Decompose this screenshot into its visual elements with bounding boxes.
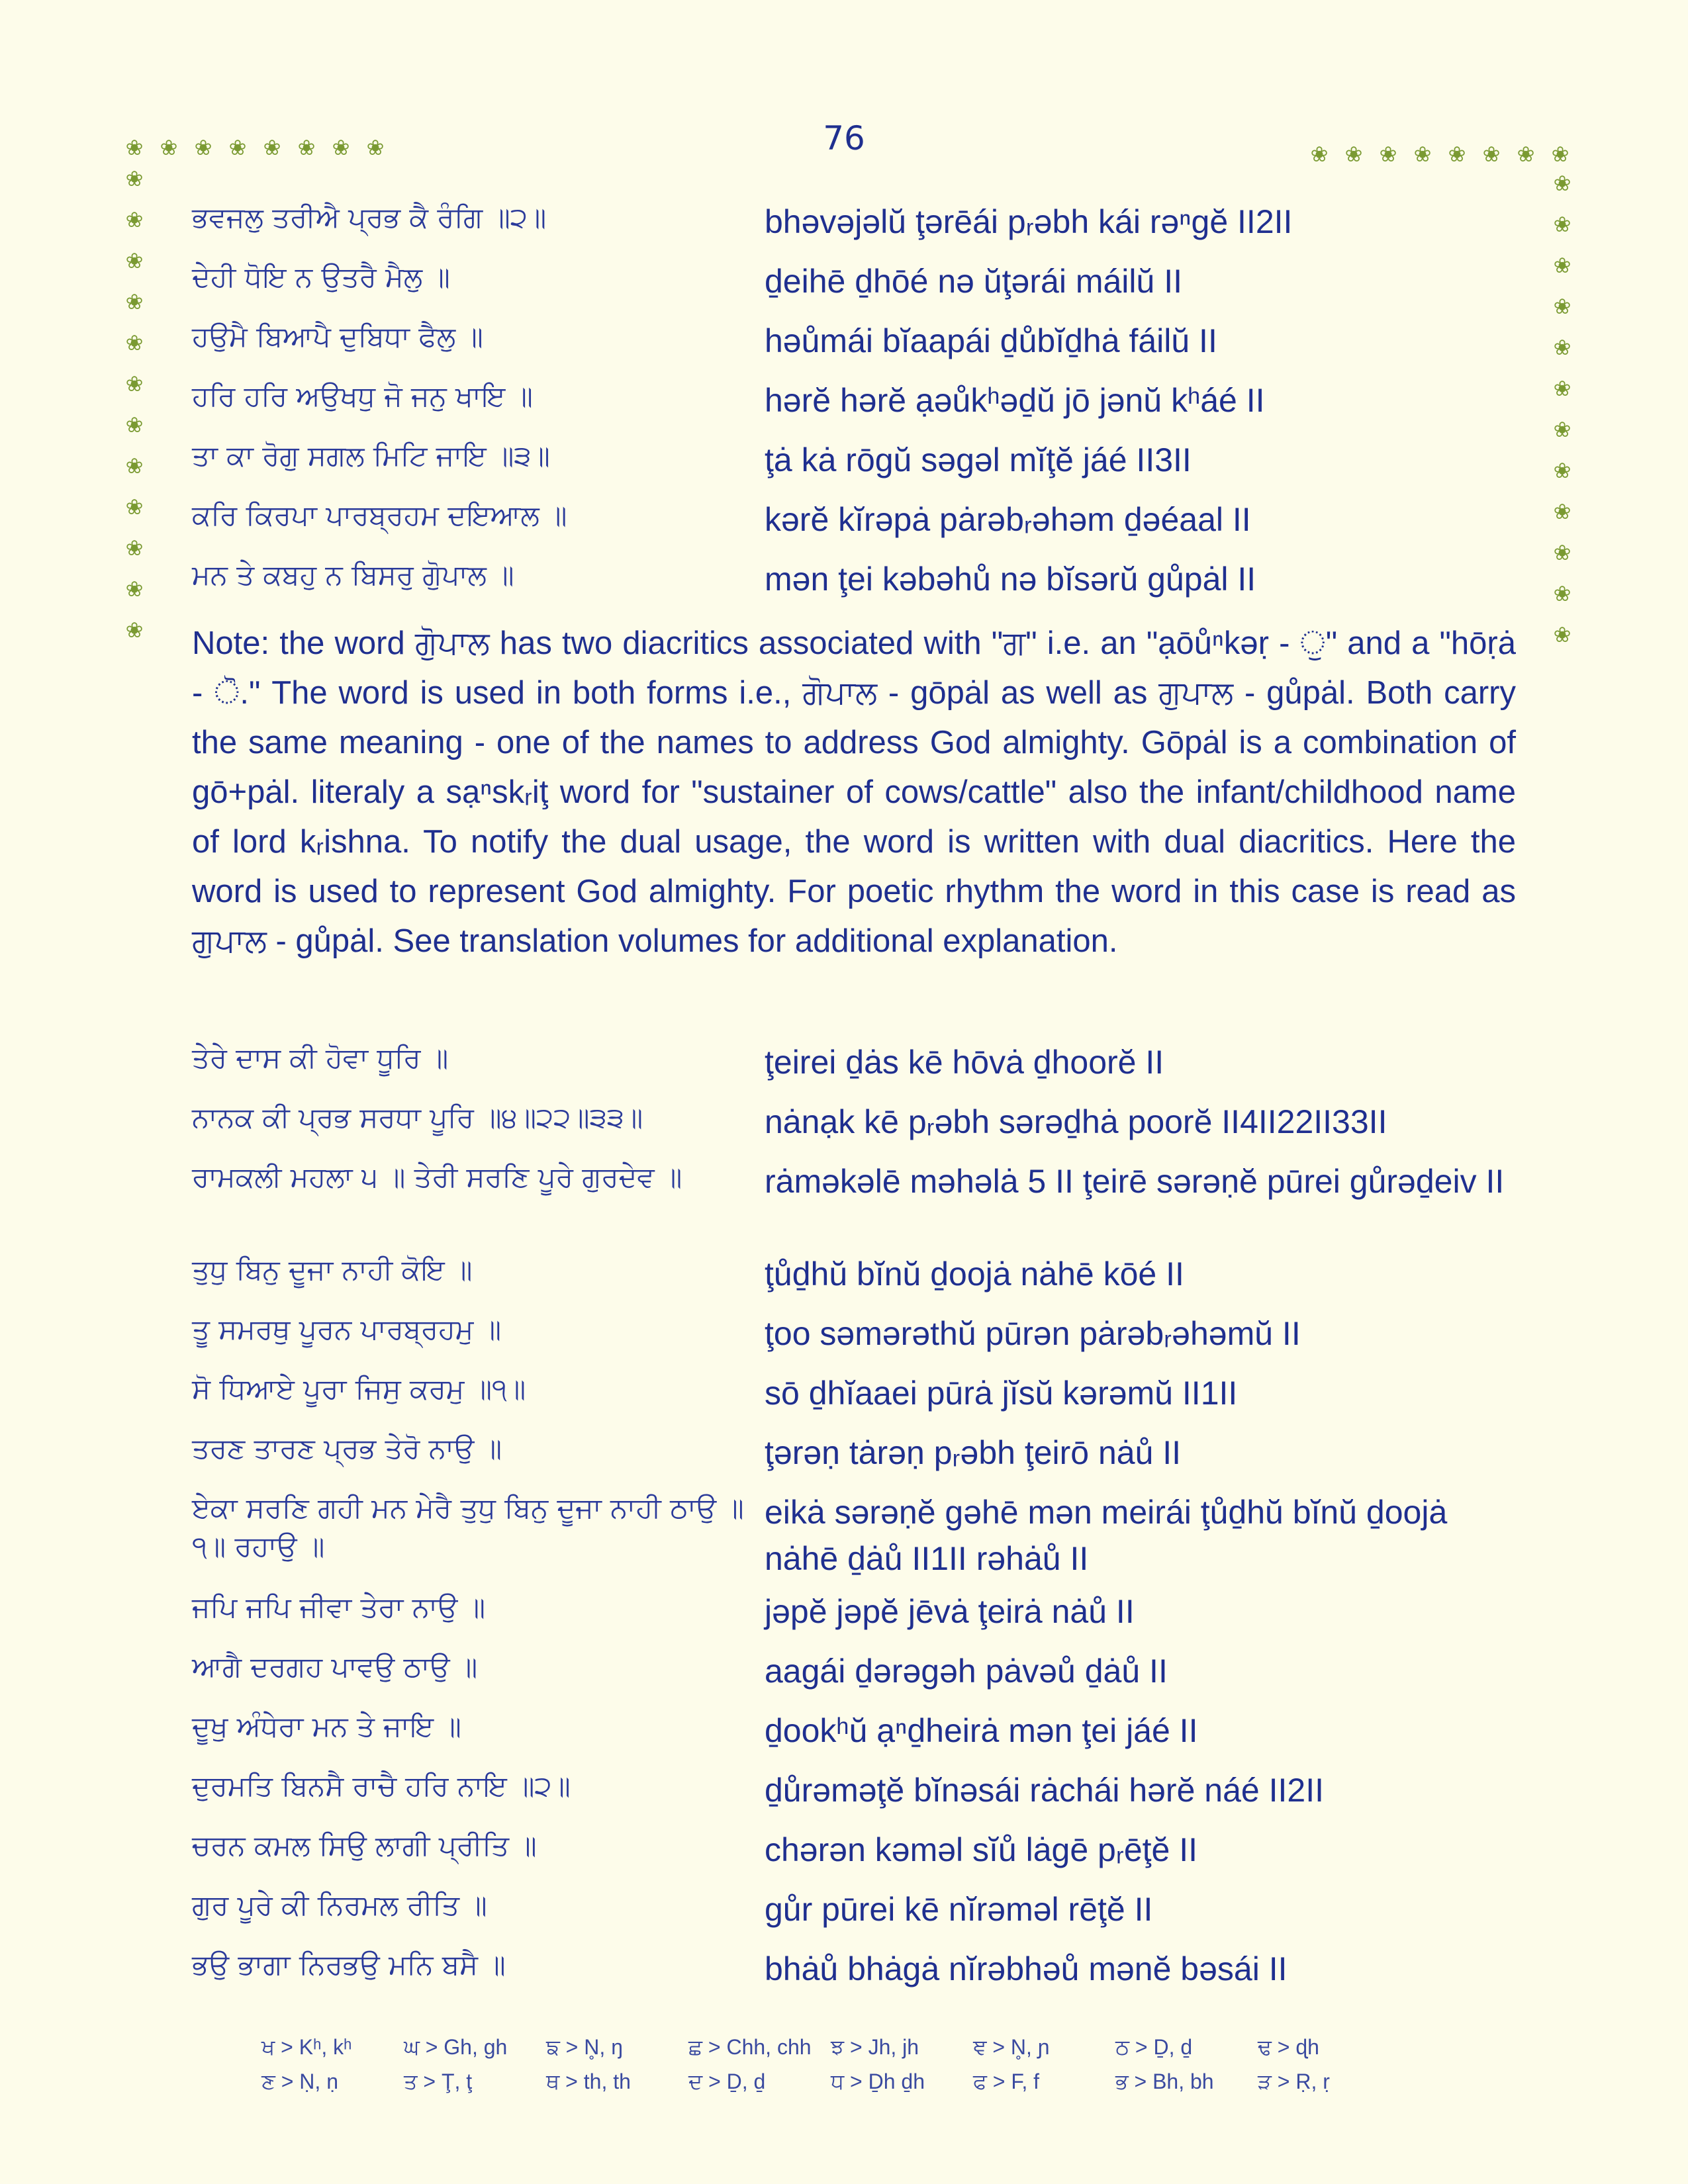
- flower-icon: [124, 251, 144, 271]
- flower-icon: [1552, 461, 1572, 480]
- transliteration-line: mən ţei kəbəhů nə bĭsərŭ gůpȧl II: [765, 561, 1256, 598]
- flower-icon: [1309, 144, 1329, 164]
- verse-row: [192, 1886, 1516, 1946]
- transliteration-line: ḏookʰŭ ạⁿḏheirȧ mən ţei jáé II: [765, 1712, 1198, 1749]
- gurmukhi-line: ਏਕਾ ਸਰਣਿ ਗਹੀ ਮਨ ਮੇਰੈ ਤੁਧੁ ਬਿਨੁ ਦੂਜਾ ਨਾਹੀ ਠਾਉ ॥੧॥ ਰਹਾਉ ॥: [192, 1492, 744, 1563]
- gurmukhi-line: ਕਰਿ ਕਿਰਪਾ ਪਾਰਬ੍ਰਹਮ ਦਇਆਲ ॥: [192, 499, 567, 531]
- gurmukhi-line: ਤੇਰੇ ਦਾਸ ਕੀ ਹੋਵਾ ਧੂਰਿ ॥: [192, 1042, 449, 1074]
- page-number: 76: [823, 119, 865, 158]
- flower-icon: [124, 456, 144, 476]
- flower-icon: [124, 415, 144, 435]
- gurmukhi-line: ਦੁਰਮਤਿ ਬਿਨਸੈ ਰਾਚੈ ਹਰਿ ਨਾਇ ॥੨॥: [192, 1770, 571, 1802]
- gurmukhi-line: ਹਰਿ ਹਰਿ ਅਉਖਧੁ ਜੋ ਜਨੁ ਖਾਇ ॥: [192, 380, 533, 412]
- transliteration-line: ţoo səmərəthŭ pūrən pȧrəbᵣəhəmŭ II: [765, 1315, 1301, 1352]
- verse-row: [192, 318, 1516, 377]
- flower-icon: [1481, 144, 1501, 164]
- flower-icon: [124, 497, 144, 517]
- gurmukhi-line: ਤੂ ਸਮਰਥੁ ਪੂਰਨ ਪਾਰਬ੍ਰਹਮੁ ॥: [192, 1313, 502, 1345]
- flower-icon: [124, 138, 144, 158]
- verse-row: [192, 1489, 1516, 1588]
- gurmukhi-line: ਮਨ ਤੇ ਕਬਹੁ ਨ ਬਿਸਰੁ ਗੁੋਪਾਲ ॥: [192, 559, 514, 591]
- gurmukhi-line: ਤਾ ਕਾ ਰੋਗੁ ਸਗਲ ਮਿਟਿ ਜਾਇ ॥੩॥: [192, 439, 550, 472]
- legend-entry: ਢ > ɖh: [1258, 2035, 1319, 2059]
- legend-entry: ਠ > Ḏ, ḏ: [1115, 2035, 1193, 2059]
- flower-icon: [365, 138, 385, 158]
- transliteration-line: aagái ḏərəgəh pȧvəů ḏȧů II: [765, 1653, 1168, 1690]
- flower-icon: [1552, 338, 1572, 357]
- flower-icon: [1344, 144, 1364, 164]
- flower-icon: [1552, 214, 1572, 234]
- flower-icon: [124, 579, 144, 599]
- transliteration-line: ţərəṇ tȧrəṇ pᵣəbh ţeirō nȧů II: [765, 1434, 1182, 1471]
- verse-row: [192, 1430, 1516, 1489]
- gurmukhi-line: ਭਉ ਭਾਗਾ ਨਿਰਭਉ ਮਨਿ ਬਸੈ ॥: [192, 1948, 506, 1981]
- verse-row: [192, 1767, 1516, 1827]
- transliteration-line: bhȧů bhȧgȧ nĭrəbhəů mənĕ bəsái II: [765, 1950, 1288, 1987]
- flower-icon: [1550, 144, 1570, 164]
- transliteration-line: eikȧ sərəṇĕ gəhē mən meirái ţůḏhŭ bĭnŭ ḏoojȧ nȧhē ḏȧů II1II rəhȧů II: [765, 1494, 1448, 1577]
- verse-block-top: [192, 199, 1516, 615]
- flower-icon: [297, 138, 316, 158]
- gurmukhi-line: ਭਵਜਲੁ ਤਰੀਐ ਪ੍ਰਭ ਕੈ ਰੰਗਿ ॥੨॥: [192, 201, 547, 234]
- flower-icon: [1552, 420, 1572, 439]
- verse-row: [192, 1158, 1516, 1251]
- gurmukhi-line: ਦੂਖੁ ਅੰਧੇਰਾ ਮਨ ਤੇ ਜਾਇ ॥: [192, 1710, 461, 1743]
- flower-icon: [1552, 379, 1572, 398]
- flower-icon: [124, 210, 144, 230]
- legend-row: [261, 2070, 1400, 2104]
- verse-row: [192, 437, 1516, 496]
- transliteration-line: rȧməkəlē məhəlȧ 5 II ţeirē sərəṇĕ pūrei gůrəḏeiv II: [765, 1163, 1505, 1200]
- verse-block-bottom: [192, 1039, 1516, 2005]
- transliteration-line: ḏeihē ḏhōé nə ŭţərái máilŭ II: [765, 263, 1182, 300]
- transliteration-line: ţeirei ḏȧs kē hōvȧ ḏhoorĕ II: [765, 1044, 1164, 1081]
- flower-icon: [159, 138, 179, 158]
- verse-row: [192, 1099, 1516, 1158]
- ornament-row-top-left: [124, 138, 385, 158]
- verse-row: [192, 556, 1516, 615]
- legend-entry: ਛ > Chh, chh: [688, 2035, 812, 2059]
- transliteration-line: ţȧ kȧ rōgŭ səgəl mĭţĕ jáé II3II: [765, 441, 1192, 478]
- legend-entry: ਘ > Gh, gh: [404, 2035, 508, 2059]
- ornament-column-right: [1552, 173, 1572, 645]
- gurmukhi-line: ਤਰਣ ਤਾਰਣ ਪ੍ਰਭ ਤੇਰੋ ਨਾਉ ॥: [192, 1432, 502, 1465]
- legend-entry: ਙ > N̥, ŋ: [546, 2035, 623, 2059]
- flower-icon: [1552, 625, 1572, 645]
- flower-icon: [1516, 144, 1536, 164]
- transliteration-line: chərən kəməl sĭů lȧgē pᵣēţĕ II: [765, 1831, 1198, 1868]
- verse-row: [192, 1039, 1516, 1099]
- flower-icon: [124, 620, 144, 640]
- gurmukhi-line: ਨਾਨਕ ਕੀ ਪ੍ਰਭ ਸਰਧਾ ਪੂਰਿ ॥੪॥੨੨॥੩੩॥: [192, 1101, 643, 1134]
- flower-icon: [1413, 144, 1432, 164]
- flower-icon: [1552, 543, 1572, 563]
- verse-row: [192, 1707, 1516, 1767]
- flower-icon: [124, 333, 144, 353]
- ornament-row-top-right: [1309, 144, 1570, 164]
- flower-icon: [1552, 584, 1572, 604]
- verse-row: [192, 377, 1516, 437]
- gurmukhi-line: ਚਰਨ ਕਮਲ ਸਿਉ ਲਾਗੀ ਪ੍ਰੀਤਿ ॥: [192, 1829, 537, 1862]
- verse-row: [192, 1946, 1516, 2005]
- flower-icon: [124, 538, 144, 558]
- flower-icon: [124, 292, 144, 312]
- gurmukhi-line: ਤੁਧੁ ਬਿਨੁ ਦੂਜਾ ਨਾਹੀ ਕੋਇ ॥: [192, 1253, 473, 1286]
- gurmukhi-line: ਰਾਮਕਲੀ ਮਹਲਾ ੫ ॥ ਤੇਰੀ ਸਰਣਿ ਪੂਰੇ ਗੁਰਦੇਵ ॥: [192, 1161, 682, 1193]
- note-paragraph: Note: the word ਗੁੋਪਾਲ has two diacritics associated with "ਗ" i.e. an "ạōůⁿkəṛ - ੁ" and a "hōṛȧ - ੋ." The word is used in both forms i.e., ਗੋਪਾਲ - gōpȧl as well as ਗੁਪਾਲ - gůpȧl. Both carry the same meaning - one of the names to address God almighty. Gōpȧl is a combination of gō+pȧl. literaly a sạⁿskᵣiţ word for "sustainer of cows/cattle" also the infant/childhood name of lord kᵣishna. To notify the dual usage, the word is written with dual diacritics. Here the word is used to represent God almighty. For poetic rhythm the word in this case is read as ਗੁਪਾਲ - gůpȧl. See translation volumes for additional explanation.: [192, 625, 1516, 959]
- gurmukhi-line: ਜਪਿ ਜਪਿ ਜੀਵਾ ਤੇਰਾ ਨਾਉ ॥: [192, 1591, 486, 1623]
- flower-icon: [1552, 173, 1572, 193]
- legend-entry: ੜ > Ṛ, ṛ: [1258, 2070, 1330, 2093]
- legend-entry: ਣ > Ṇ, ṇ: [261, 2070, 338, 2093]
- gurmukhi-line: ਹਉਮੈ ਬਿਆਪੈ ਦੁਬਿਧਾ ਫੈਲੁ ॥: [192, 320, 483, 353]
- flower-icon: [1552, 296, 1572, 316]
- transliteration-line: jəpĕ jəpĕ jēvȧ ţeirȧ nȧů II: [765, 1593, 1135, 1630]
- transliteration-line: kərĕ kĭrəpȧ pȧrəbᵣəhəm ḏəéaal II: [765, 501, 1251, 538]
- verse-row: [192, 258, 1516, 318]
- verse-row: [192, 1648, 1516, 1707]
- flower-icon: [1552, 502, 1572, 522]
- transliteration-line: ḏůrəməţĕ bĭnəsái rȧchái hərĕ náé II2II: [765, 1772, 1324, 1809]
- legend-entry: ਧ > Ḏh ḏh: [831, 2070, 925, 2093]
- transliteration-line: həůmái bĭaapái ḏůbĭḏhȧ fáilŭ II: [765, 322, 1217, 359]
- ornament-column-left: [124, 169, 144, 640]
- legend-row: [261, 2035, 1400, 2070]
- verse-row: [192, 1251, 1516, 1310]
- verse-row: [192, 1827, 1516, 1886]
- flower-icon: [1552, 255, 1572, 275]
- gurmukhi-line: ਦੇਹੀ ਧੋਇ ਨ ਉਤਰੈ ਮੈਲੁ ॥: [192, 261, 450, 293]
- legend-entry: ਖ > Kʰ, kʰ: [261, 2035, 352, 2059]
- flower-icon: [124, 169, 144, 189]
- transliteration-line: sō ḏhĭaaei pūrȧ jĭsŭ kərəmŭ II1II: [765, 1375, 1238, 1412]
- legend-entry: ਥ > th, th: [546, 2070, 631, 2093]
- verse-row: [192, 1588, 1516, 1648]
- verse-row: [192, 1310, 1516, 1370]
- transliteration-line: bhəvəjəlŭ ţərēái pᵣəbh kái rəⁿgĕ II2II: [765, 203, 1293, 240]
- transliteration-line: ţůḏhŭ bĭnŭ ḏoojȧ nȧhē kōé II: [765, 1255, 1184, 1293]
- transliteration-line: nȧnạk kē pᵣəbh sərəḏhȧ poorĕ II4II22II33II: [765, 1103, 1387, 1140]
- verse-row: [192, 1370, 1516, 1430]
- transliteration-line: gůr pūrei kē nĭrəməl rēţĕ II: [765, 1891, 1153, 1928]
- legend-entry: ਞ > N̥, ɲ: [973, 2035, 1050, 2059]
- flower-icon: [262, 138, 282, 158]
- gurmukhi-line: ਗੁਰ ਪੂਰੇ ਕੀ ਨਿਰਮਲ ਰੀਤਿ ॥: [192, 1889, 487, 1921]
- flower-icon: [1378, 144, 1398, 164]
- flower-icon: [228, 138, 248, 158]
- flower-icon: [1447, 144, 1467, 164]
- legend-entry: ਭ > Bh, bh: [1115, 2070, 1214, 2093]
- transliteration-line: hərĕ hərĕ ạəůkʰəḏŭ jō jənŭ kʰáé II: [765, 382, 1265, 419]
- legend-entry: ਫ > F, f: [973, 2070, 1040, 2093]
- flower-icon: [193, 138, 213, 158]
- gurmukhi-line: ਸੋ ਧਿਆਏ ਪੂਰਾ ਜਿਸੁ ਕਰਮੁ ॥੧॥: [192, 1373, 526, 1405]
- legend-entry: ਤ > Ţ, ţ: [404, 2070, 473, 2093]
- gurmukhi-line: ਆਗੈ ਦਰਗਹ ਪਾਵਉ ਠਾਉ ॥: [192, 1651, 478, 1683]
- verse-row: [192, 199, 1516, 258]
- legend-entry: ਦ > Ḏ, ḏ: [688, 2070, 766, 2093]
- transliteration-legend: [261, 2035, 1400, 2104]
- verse-row: [192, 496, 1516, 556]
- legend-entry: ਝ > Jh, jh: [831, 2035, 919, 2059]
- flower-icon: [124, 374, 144, 394]
- flower-icon: [331, 138, 351, 158]
